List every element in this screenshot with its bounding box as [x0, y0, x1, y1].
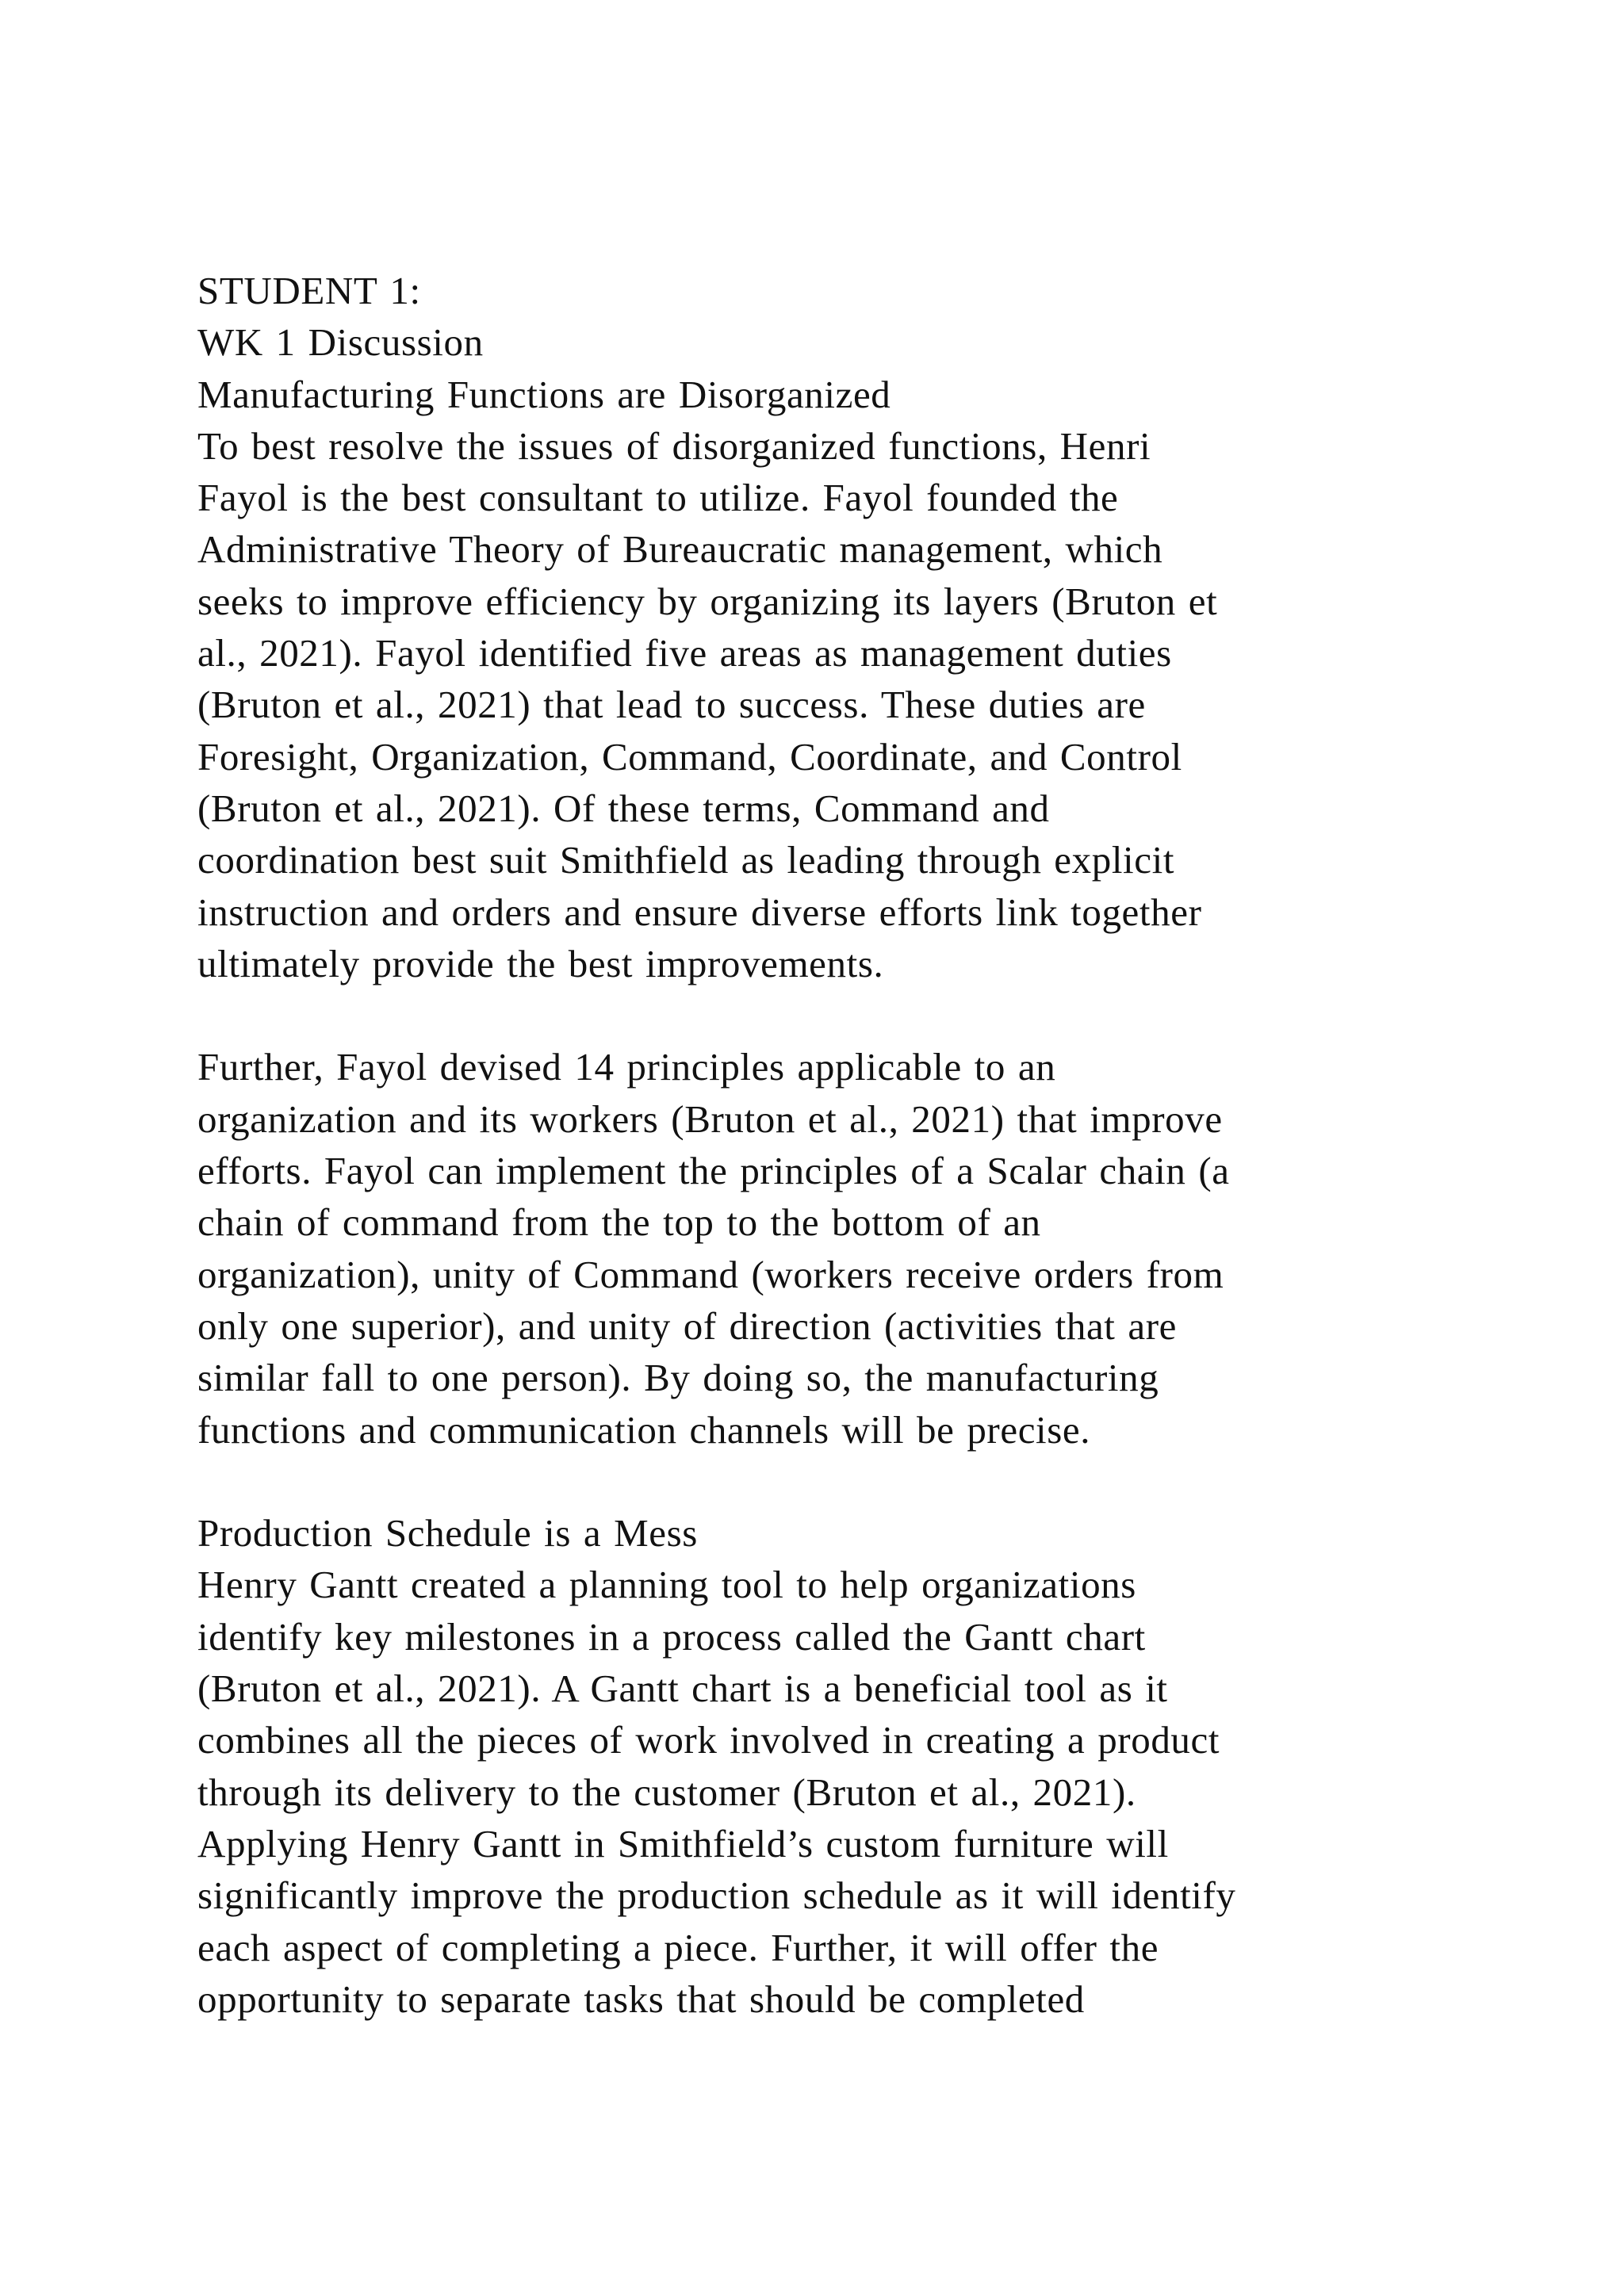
paragraph-gantt-chart: [197, 1559, 1434, 2025]
text-line: functions and communication channels will be precise.: [197, 1407, 1091, 1452]
text-line: each aspect of completing a piece. Further, it will offer the: [197, 1925, 1159, 1969]
text-line: coordination best suit Smithfield as leading through explicit: [197, 838, 1175, 882]
text-line: significantly improve the production schedule as it will identify: [197, 1873, 1236, 1918]
paragraph-fayol-principles: [197, 1041, 1434, 1455]
section-heading-manufacturing: Manufacturing Functions are Disorganized: [197, 372, 891, 416]
section-heading-production: Production Schedule is a Mess: [197, 1511, 698, 1556]
text-line: identify key milestones in a process called the Gantt chart: [197, 1614, 1146, 1659]
assignment-title: WK 1 Discussion: [197, 320, 484, 365]
text-line: (Bruton et al., 2021). Of these terms, Command and: [197, 786, 1050, 830]
paragraph-fayol-duties: [197, 420, 1434, 989]
paragraph-spacer: [197, 1456, 1434, 1507]
text-line: (Bruton et al., 2021) that lead to success. These duties are: [197, 683, 1146, 727]
text-line: (Bruton et al., 2021). A Gantt chart is a beneficial tool as it: [197, 1667, 1168, 1711]
text-line: organization and its workers (Bruton et al., 2021) that improve: [197, 1096, 1223, 1141]
text-line: combines all the pieces of work involved in creating a product: [197, 1718, 1220, 1762]
text-line: To best resolve the issues of disorganized functions, Henri: [197, 423, 1151, 468]
paragraph-spacer: [197, 989, 1434, 1041]
document-body: [197, 265, 1434, 2025]
text-line: organization), unity of Command (workers receive orders from: [197, 1252, 1224, 1296]
text-line: Further, Fayol devised 14 principles applicable to an: [197, 1045, 1056, 1089]
text-line: Henry Gantt created a planning tool to help organizations: [197, 1563, 1136, 1607]
text-line: instruction and orders and ensure diverse efforts link together: [197, 890, 1202, 934]
text-line: only one superior), and unity of direction (activities that are: [197, 1303, 1177, 1348]
text-line: efforts. Fayol can implement the principles of a Scalar chain (a: [197, 1149, 1230, 1193]
text-line: Administrative Theory of Bureaucratic management, which: [197, 527, 1163, 572]
text-line: Applying Henry Gantt in Smithfield’s custom furniture will: [197, 1821, 1169, 1866]
student-label: STUDENT 1:: [197, 269, 421, 312]
text-line: seeks to improve efficiency by organizing its layers (Bruton et: [197, 579, 1218, 623]
text-line: Foresight, Organization, Command, Coordinate, and Control: [197, 734, 1182, 779]
text-line: opportunity to separate tasks that should be completed: [197, 1976, 1085, 2021]
text-line: ultimately provide the best improvements.: [197, 941, 884, 985]
text-line: through its delivery to the customer (Bruton et al., 2021).: [197, 1770, 1136, 1814]
text-line: Fayol is the best consultant to utilize. Fayol founded the: [197, 476, 1119, 520]
text-line: similar fall to one person). By doing so, the manufacturing: [197, 1356, 1159, 1400]
text-line: al., 2021). Fayol identified five areas as management duties: [197, 631, 1172, 675]
text-line: chain of command from the top to the bottom of an: [197, 1200, 1041, 1245]
